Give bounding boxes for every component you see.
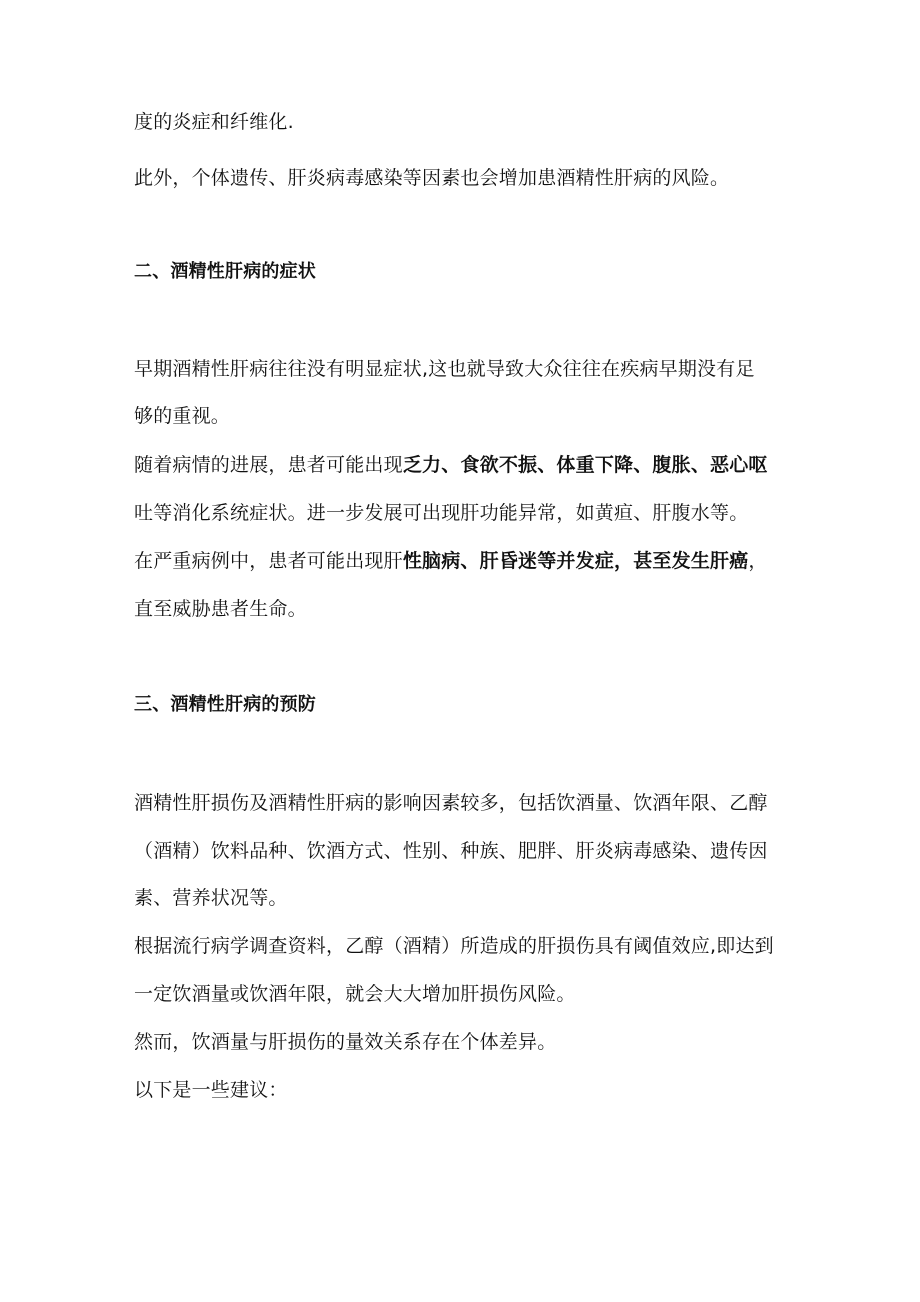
section-3-paragraph-3: 然而，饮酒量与肝损伤的量效关系存在个体差异。	[134, 1031, 557, 1053]
section-3-paragraph-4: 以下是一些建议：	[134, 1079, 288, 1101]
section-2-paragraph-2-text: 随着病情的进展，患者可能出现	[134, 454, 403, 476]
section-2-paragraph-3-punctuation: ，	[748, 550, 768, 572]
section-3-paragraph-1-line-3: 素、营养状况等。	[134, 887, 288, 909]
section-3-paragraph-1-line-2: （酒精）饮料品种、饮酒方式、性别、种族、肥胖、肝炎病毒感染、遗传因	[134, 840, 768, 862]
intro-line-2: 此外，个体遗传、肝炎病毒感染等因素也会增加患酒精性肝病的风险。	[134, 167, 730, 189]
section-3-heading: 三、酒精性肝病的预防	[134, 694, 316, 715]
section-2-paragraph-1-line-1: 早期酒精性肝病往往没有明显症状,这也就导致大众往往在疾病早期没有足	[134, 358, 755, 380]
section-2-paragraph-3-emphasis: 性脑病、肝昏迷等并发症，甚至发生肝癌	[402, 550, 749, 572]
section-3-paragraph-2-line-2: 一定饮酒量或饮酒年限，就会大大增加肝损伤风险。	[134, 983, 576, 1005]
section-2-paragraph-3-line-1	[134, 547, 768, 575]
section-3-paragraph-1-line-1: 酒精性肝损伤及酒精性肝病的影响因素较多，包括饮酒量、饮酒年限、乙醇	[134, 792, 768, 814]
intro-line-1: 度的炎症和纤维化.	[134, 111, 294, 133]
section-2-paragraph-2-line-2: 吐等消化系统症状。进一步发展可出现肝功能异常，如黄疸、肝腹水等。	[134, 502, 749, 524]
section-2-paragraph-3-text: 在严重病例中，患者可能出现肝	[134, 550, 403, 572]
section-2-paragraph-3-line-2: 直至威胁患者生命。	[134, 598, 307, 620]
section-3-paragraph-2-line-1: 根据流行病学调查资料，乙醇（酒精）所造成的肝损伤具有阈值效应,即达到	[134, 935, 774, 957]
section-2-paragraph-2-line-1	[134, 451, 768, 479]
section-2-paragraph-2-emphasis: 乏力、食欲不振、体重下降、腹胀、恶心呕	[402, 454, 768, 476]
section-2-heading: 二、酒精性肝病的症状	[134, 261, 316, 282]
section-2-paragraph-1-line-2: 够的重视。	[134, 405, 231, 427]
